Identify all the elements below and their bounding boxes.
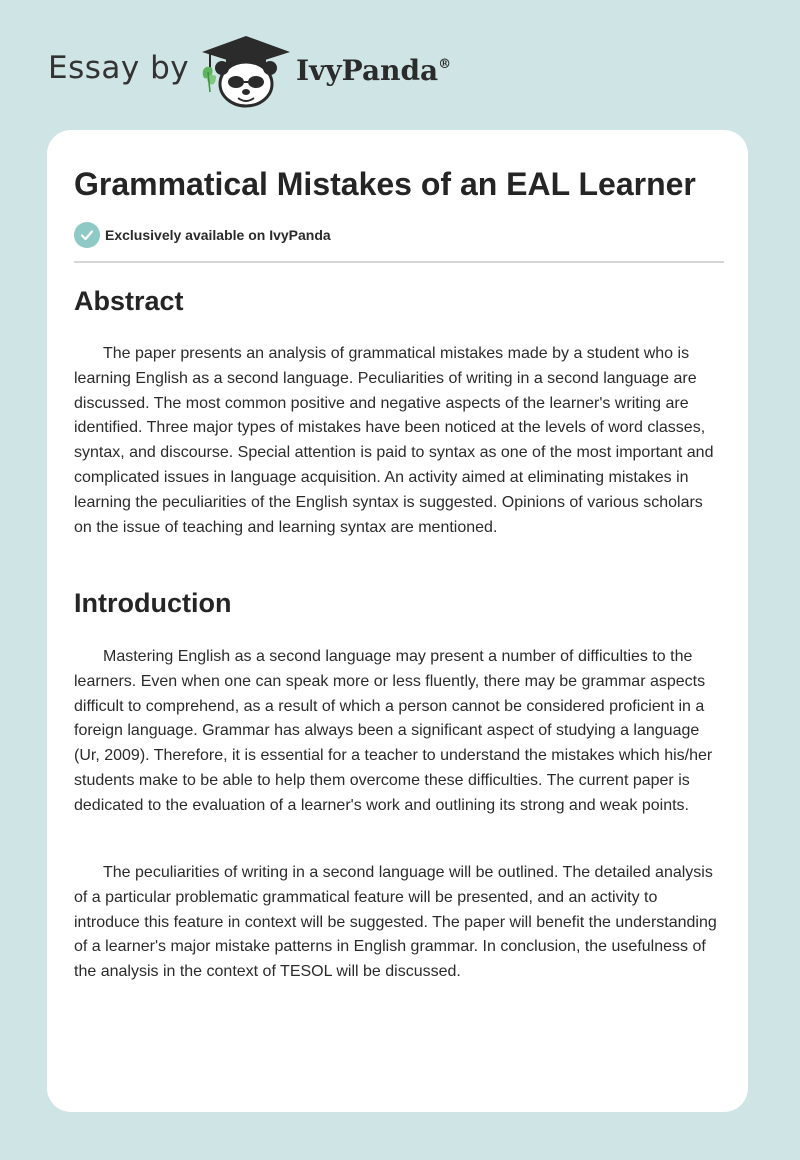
- brand-name[interactable]: IvyPanda®: [296, 54, 452, 87]
- essay-by-label: Essay by: [48, 50, 190, 86]
- section-heading-abstract: Abstract: [74, 286, 184, 316]
- checkmark-icon: [74, 222, 100, 248]
- introduction-paragraph-2: The peculiarities of writing in a second language will be outlined. The detailed analysis of a particular problematic grammatical feature will be presented, and an activity to introduce this feature in context will be suggested. The paper will benefit the understanding of a learner's major mistake patterns in English grammar. In conclusion, the usefulness of the analysis in the context of TESOL will be discussed.: [74, 864, 717, 981]
- site-header: [0, 0, 800, 130]
- introduction-paragraph-1: Mastering English as a second language may present a number of difficulties to the learners. Even when one can speak more or less fluently, there may be grammar aspects difficult to comprehend, as a result of which a person cannot be considered proficient in a foreign language. Grammar has always been a significant aspect of studying a language (Ur, 2009). Therefore, it is essential for a teacher to understand the mistakes which his/her students make to be able to help them overcome these difficulties. The current paper is dedicated to the evaluation of a learner's work and outlining its strong and weak points.: [74, 648, 713, 814]
- exclusive-label: Exclusively available on IvyPanda: [105, 227, 331, 243]
- title-divider: [74, 261, 724, 263]
- essay-card: [47, 130, 748, 1112]
- essay-title: Grammatical Mistakes of an EAL Learner: [74, 166, 696, 202]
- trademark-symbol: ®: [438, 56, 452, 72]
- abstract-paragraph: The paper presents an analysis of grammatical mistakes made by a student who is learning English as a second language. Peculiarities of writing in a second language are discussed. The most common positive and negative aspects of the learner's writing are identified. Three major types of mistakes have been noticed at the levels of word classes, syntax, and discourse. Special attention is paid to syntax as one of the most important and complicated issues in language acquisition. An activity aimed at eliminating mistakes in learning the peculiarities of the English syntax is suggested. Opinions of various scholars on the issue of teaching and learning syntax are mentioned.: [74, 345, 714, 536]
- section-heading-introduction: Introduction: [74, 588, 232, 618]
- exclusive-badge: [74, 222, 331, 248]
- panda-logo-icon[interactable]: [198, 34, 294, 110]
